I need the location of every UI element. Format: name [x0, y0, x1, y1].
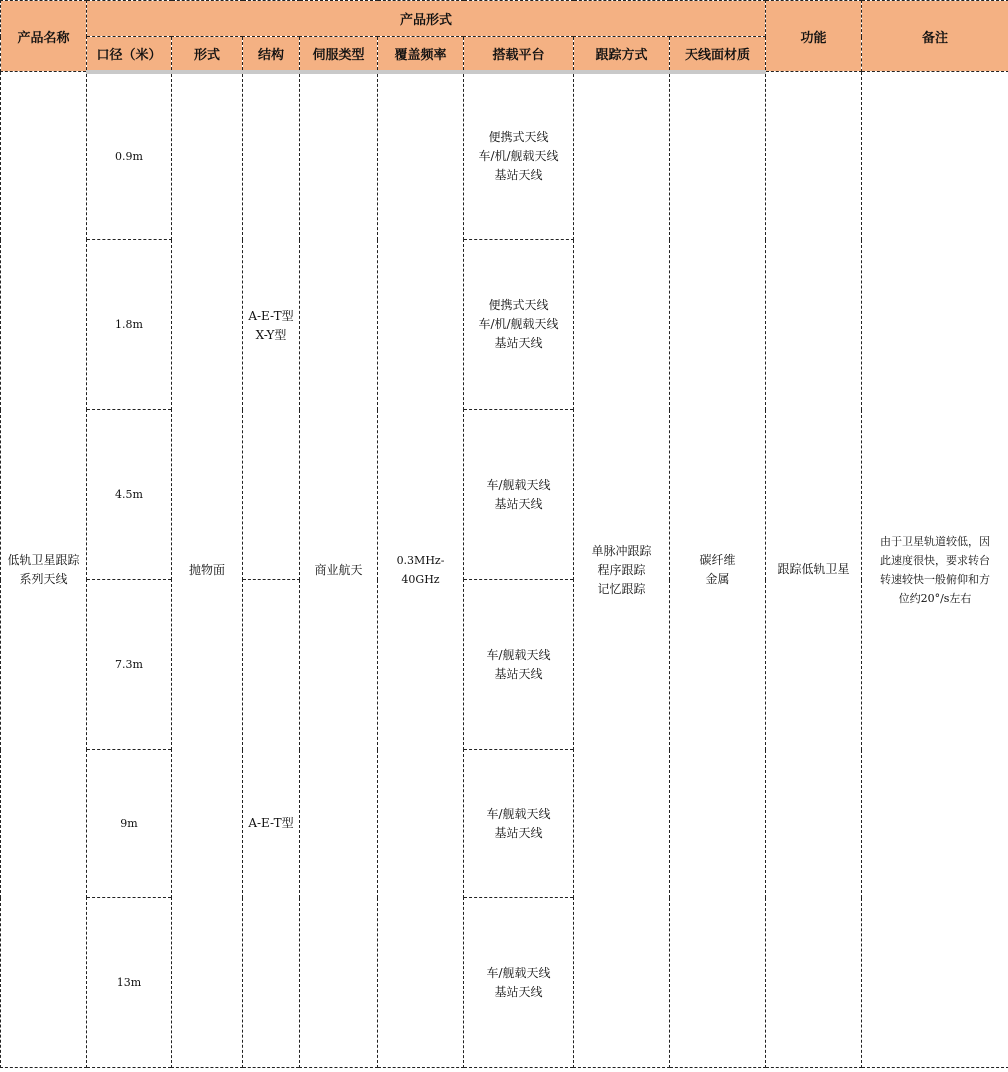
diameter-cell: 9m	[87, 750, 172, 898]
platform-line: 便携式天线	[488, 129, 549, 144]
remark-line: 转速较快一般俯仰和方	[880, 572, 991, 586]
remark-cell	[862, 72, 1008, 1068]
remark-line: 此速度很快，要求转台	[880, 553, 991, 567]
diameter-cell: 0.9m	[87, 72, 172, 240]
material-cell	[670, 72, 766, 1068]
header-structure: 结构	[243, 37, 300, 72]
diameter-cell: 13m	[87, 898, 172, 1068]
tracking-cell	[574, 72, 670, 1068]
product-name-line: 系列天线	[19, 571, 68, 586]
platform-cell	[464, 72, 574, 240]
frequency-cell	[378, 72, 464, 1068]
frequency-line: 0.3MHz-	[396, 554, 445, 568]
platform-line: 车/机/舰载天线	[478, 148, 559, 163]
material-line: 金属	[705, 572, 730, 587]
platform-cell	[464, 750, 574, 898]
function-cell: 跟踪低轨卫星	[766, 72, 862, 1068]
remark-line: 位约20°/s左右	[898, 591, 972, 605]
platform-line: 基站天线	[494, 666, 543, 681]
platform-line: 车/机/舰载天线	[478, 317, 559, 331]
frequency-line: 40GHz	[401, 573, 440, 587]
structure-cell	[243, 72, 300, 580]
header-form: 形式	[172, 37, 243, 72]
platform-line: 车/舰载天线	[486, 965, 551, 980]
header-servo-type: 伺服类型	[300, 37, 378, 72]
platform-line: 车/舰载天线	[486, 806, 551, 821]
form-cell: 抛物面	[172, 72, 243, 1068]
diameter-cell: 7.3m	[87, 580, 172, 750]
platform-line: 便携式天线	[488, 298, 549, 312]
diameter-cell: 4.5m	[87, 410, 172, 580]
platform-line: 基站天线	[494, 825, 543, 840]
header-frequency: 覆盖频率	[378, 37, 464, 72]
platform-cell	[464, 898, 574, 1068]
remark-line: 由于卫星轨道较低，因	[880, 534, 991, 548]
tracking-line: 单脉冲跟踪	[591, 543, 652, 558]
structure-line: X-Y型	[255, 328, 287, 343]
product-name-line: 低轨卫星跟踪	[7, 552, 80, 567]
servo-type-cell: 商业航天	[300, 72, 378, 1068]
material-line: 碳纤维	[699, 553, 736, 568]
platform-cell	[464, 410, 574, 580]
platform-line: 基站天线	[494, 336, 543, 350]
header-function: 功能	[766, 1, 862, 72]
platform-line: 基站天线	[494, 167, 543, 182]
platform-line: 车/舰载天线	[486, 647, 551, 662]
header-product-form: 产品形式	[87, 1, 766, 37]
platform-cell	[464, 580, 574, 750]
platform-line: 基站天线	[494, 984, 543, 999]
header-diameter: 口径（米）	[87, 37, 172, 72]
header-material: 天线面材质	[670, 37, 766, 72]
structure-cell	[243, 580, 300, 1068]
header-product-name: 产品名称	[1, 1, 87, 72]
header-remark: 备注	[862, 1, 1008, 72]
header-platform: 搭载平台	[464, 37, 574, 72]
structure-line: A-E-T型	[248, 309, 294, 324]
platform-cell	[464, 240, 574, 410]
structure-line: A-E-T型	[248, 816, 294, 830]
diameter-cell: 1.8m	[87, 240, 172, 410]
platform-line: 车/舰载天线	[486, 477, 551, 492]
header-tracking: 跟踪方式	[574, 37, 670, 72]
platform-line: 基站天线	[494, 496, 543, 511]
tracking-line: 程序跟踪	[597, 562, 646, 577]
tracking-line: 记忆跟踪	[597, 581, 646, 596]
product-name-cell	[1, 72, 87, 1068]
